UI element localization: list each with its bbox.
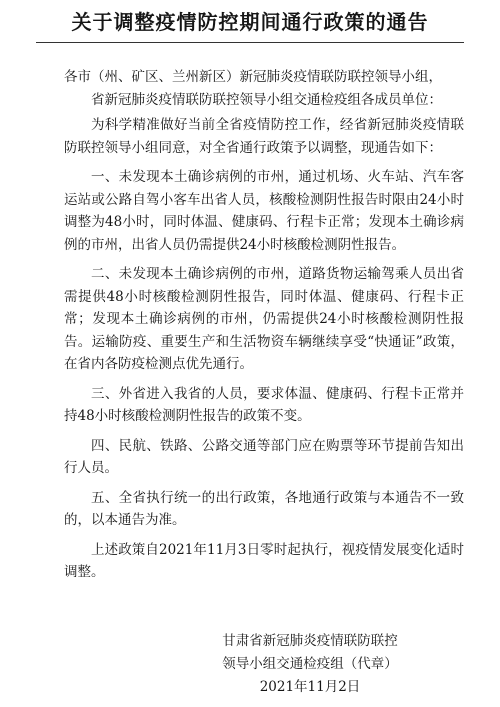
policy-item-3: 三、外省进入我省的人员，要求体温、健康码、行程卡正常并持48小时核酸检测阴性报告的政策不变。: [64, 385, 464, 424]
policy-item-2: 二、未发现本土确诊病例的市州，道路货物运输驾乘人员出省需提供48小时核酸检测阴性报告，同时体温、健康码、行程卡正常；发现本土确诊病例的市州，仍需提供24小时核酸检测阴性报告。运输防疫、重要生产和生活物资车辆继续享受“快通证”政策，在省内各防疫检测点优先通行。: [64, 266, 464, 372]
notice-body: [64, 66, 464, 591]
signature-line-1: 甘肃省新冠肺炎疫情联防联控: [222, 633, 398, 649]
signature-block: [200, 630, 420, 699]
policy-item-5: 五、全省执行统一的出行政策，各地通行政策与本通告不一致的，以本通告为准。: [64, 489, 464, 528]
signature-date: 2021年11月2日: [259, 679, 361, 695]
title-divider: [36, 42, 464, 43]
closing-paragraph: 上述政策自2021年11月3日零时起执行，视疫情发展变化适时调整。: [64, 541, 464, 580]
address-line-2: 省新冠肺炎疫情联防联控领导小组交通检疫组各成员单位：: [91, 91, 442, 108]
address-line-1: 各市（州、矿区、兰州新区）新冠肺炎疫情联防联控领导小组，: [64, 69, 442, 85]
policy-item-1: 一、未发现本土确诊病例的市州，通过机场、火车站、汽车客运站或公路自驾小客车出省人员，核酸检测阴性报告时限由24小时调整为48小时，同时体温、健康码、行程卡正常；发现本土确诊病例的市州，出省人员仍需提供24小时核酸检测阴性报告。: [64, 169, 464, 253]
policy-item-4: 四、民航、铁路、公路交通等部门应在购票等环节提前告知出行人员。: [64, 437, 464, 476]
notice-title: 关于调整疫情防控期间通行政策的通告: [71, 10, 429, 34]
signature-line-2: 领导小组交通检疫组（代章）: [222, 656, 398, 672]
intro-paragraph: 为科学精准做好当前全省疫情防控工作，经省新冠肺炎疫情联防联控领导小组同意，对全省通行政策予以调整，现通告如下：: [64, 117, 464, 156]
